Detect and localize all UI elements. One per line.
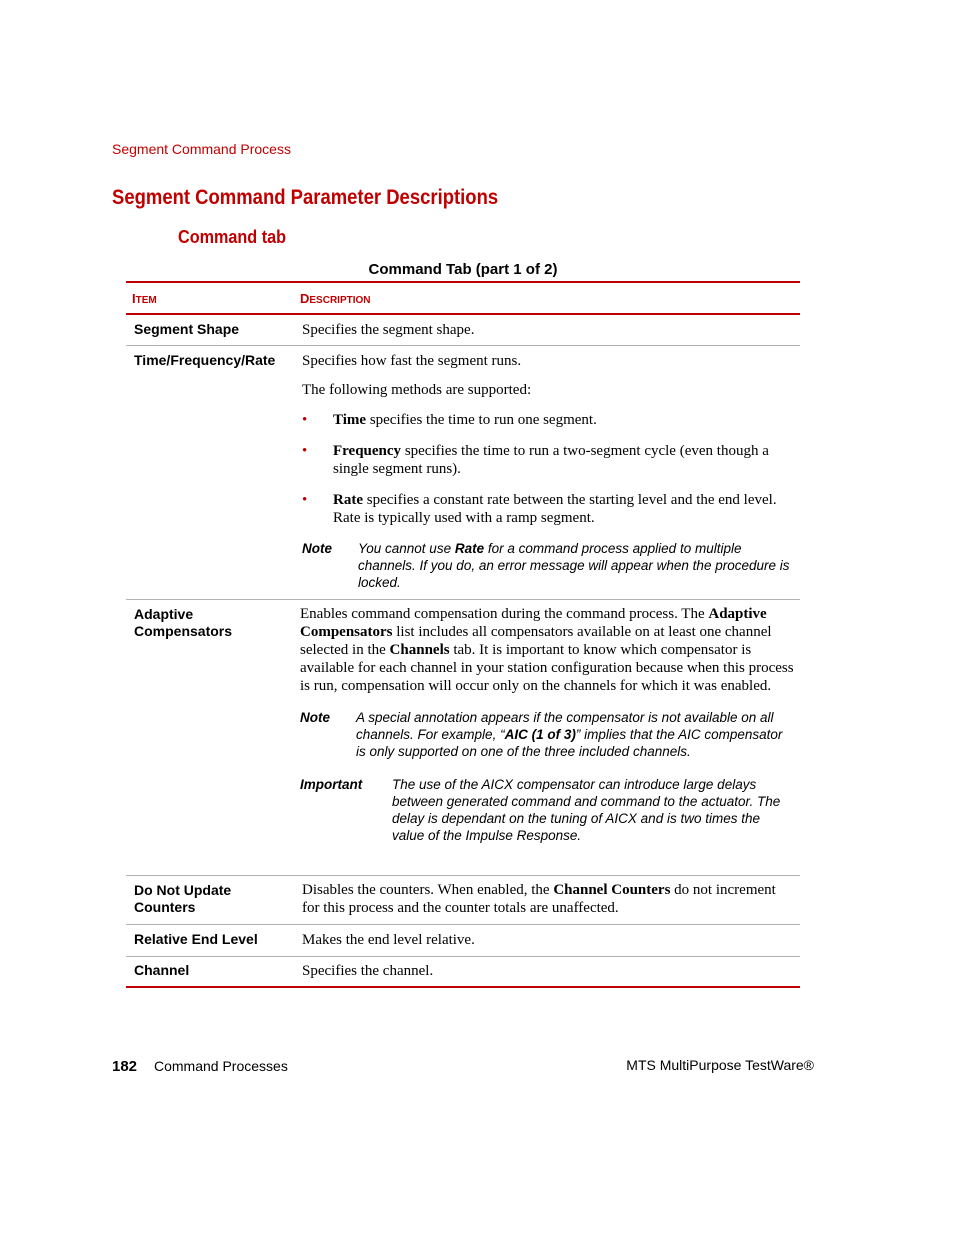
bullet-item: • Time specifies the time to run one segment. (302, 412, 597, 428)
table-row (126, 876, 800, 924)
important-block: Important The use of the AICX compensator can introduce large delays between generated command and command to the actuator. The delay is dependant on the tuning of AICX and is two times the value of the Impulse Response. (300, 777, 781, 843)
table-row (126, 957, 800, 986)
footer-section-title: Command Processes (154, 1058, 288, 1074)
row-item-label: Adaptive Compensators (134, 606, 233, 639)
row-description (302, 352, 794, 591)
note-label: Note (300, 710, 330, 725)
footer-product-name: MTS MultiPurpose TestWare® (626, 1057, 814, 1073)
row-item-label: Relative End Level (134, 931, 258, 947)
table-header (126, 283, 800, 313)
command-tab-table (126, 281, 800, 988)
row-item-label: Segment Shape (134, 321, 240, 337)
bullet-item: • Rate specifies a constant rate between the starting level and the end level. Rate is typically used with a ramp segment. (302, 492, 777, 526)
row-item-label: Do Not Update Counters (134, 882, 232, 915)
bullet-item: • Frequency specifies the time to run a two-segment cycle (even though a single segment runs). (302, 443, 769, 477)
desc-paragraph: Specifies how fast the segment runs. (302, 353, 522, 369)
bullet-dot: • (302, 492, 308, 508)
page-number: 182 (112, 1058, 138, 1075)
page-heading: Segment Command Parameter Descriptions (112, 186, 499, 209)
note-block: Note You cannot use Rate for a command process applied to multiple channels. If you do, an error message will appear when the procedure is locked. (302, 541, 790, 590)
important-label: Important (300, 777, 363, 792)
desc-paragraph: The following methods are supported: (302, 382, 532, 398)
note-label: Note (302, 541, 332, 556)
row-description (300, 605, 794, 844)
row-item-label: Channel (134, 962, 190, 978)
row-description: Disables the counters. When enabled, the Channel Counters do not increment for this process and the counter totals are unaffected. (302, 882, 776, 916)
breadcrumb: Segment Command Process (112, 141, 291, 157)
header-item: ITEM (132, 291, 157, 306)
desc-paragraph: Enables command compensation during the command process. The Adaptive Compensators list includes all compensators available on at least one channel selected in the Channels tab. It is important to know which compensator is available for each channel in your station configuration because when this process is run, compensation will occur only on the channels for which it was enabled. (300, 606, 794, 694)
table-caption: Command Tab (part 1 of 2) (368, 261, 558, 278)
note-block: Note A special annotation appears if the compensator is not available on all channels. For example, “AIC (1 of 3)” implies that the AIC compensator is only supported on one of the three included channels. (300, 710, 783, 759)
header-description: DESCRIPTION (300, 291, 371, 306)
row-item-label: Time/Frequency/Rate (134, 352, 276, 368)
row-description: Specifies the channel. (302, 963, 434, 979)
table-row (126, 925, 800, 956)
table-row (126, 346, 800, 599)
table-row (126, 315, 800, 345)
row-description: Specifies the segment shape. (302, 322, 475, 338)
bullet-dot: • (302, 412, 308, 428)
table-bottom-rule (126, 986, 800, 988)
row-description: Makes the end level relative. (302, 932, 475, 948)
table-row (126, 600, 800, 875)
bullet-dot: • (302, 443, 308, 459)
section-subheading: Command tab (178, 227, 287, 247)
